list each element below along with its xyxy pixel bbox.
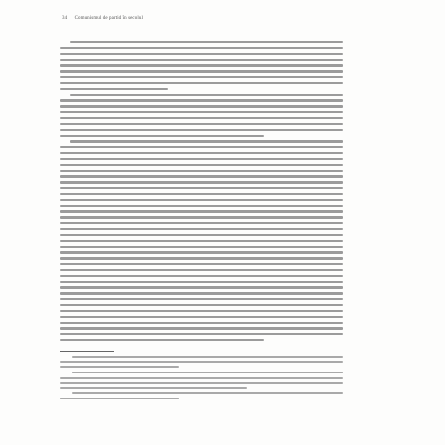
running-header (62, 16, 143, 21)
footnotes (60, 356, 343, 403)
footnote-separator (60, 351, 114, 352)
running-title: Comunismul de partid în secolul (74, 16, 143, 21)
page-number: 34 (62, 16, 68, 21)
paragraph-1 (60, 41, 343, 90)
paragraph-2 (60, 94, 343, 137)
body-text (60, 41, 343, 345)
paragraph-3 (60, 140, 343, 341)
